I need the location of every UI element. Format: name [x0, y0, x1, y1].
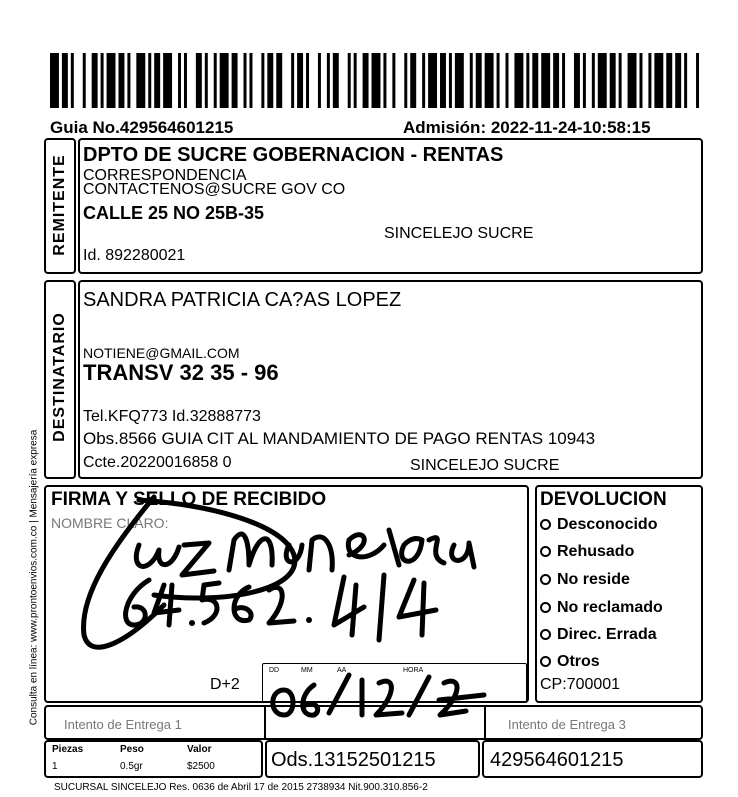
barcode-bar [291, 53, 294, 108]
barcode-bar [244, 53, 247, 108]
barcode-bar [470, 53, 473, 108]
ods-box [265, 740, 480, 778]
barcode-bar [628, 53, 637, 108]
option-no-reclamado[interactable]: No reclamado [540, 600, 663, 616]
barcode-bar [297, 53, 303, 108]
side-text: Consulta en línea: www.prontoenvios.com.co | Mensajería expresa [28, 429, 40, 726]
barcode-bar [526, 53, 529, 108]
barcode-bar [178, 53, 181, 108]
barcode-bar [154, 53, 160, 108]
value-peso: 0.5gr [120, 761, 143, 772]
header-valor: Valor [187, 744, 212, 755]
barcode-bar [449, 53, 452, 108]
admission-timestamp: Admisión: 2022-11-24-10:58:15 [403, 118, 651, 137]
barcode-bar [83, 53, 86, 108]
barcode-bar [639, 53, 642, 108]
intento-3: Intento de Entrega 3 [508, 717, 626, 732]
barcode-bar [363, 53, 369, 108]
guia-number: 429564601215 [490, 749, 624, 771]
barcode-bar [383, 53, 386, 108]
header-peso: Peso [120, 744, 144, 755]
barcode-bar [118, 53, 124, 108]
barcode-bar [476, 53, 482, 108]
barcode-bar [514, 53, 523, 108]
remitente-line1: CORRESPONDENCIA [83, 167, 247, 184]
barcode-bar [562, 53, 565, 108]
date-label-aa: AA [337, 667, 347, 674]
option-no-reside[interactable]: No reside [540, 572, 630, 588]
remitente-box [78, 138, 703, 274]
date-label-dd: DD [269, 667, 280, 674]
barcode-bar [92, 53, 98, 108]
devolucion-box [535, 485, 703, 703]
barcode-bar [163, 53, 172, 108]
radio-icon[interactable] [540, 574, 551, 585]
barcode-bar [485, 53, 494, 108]
barcode-bar [422, 53, 425, 108]
barcode-bar [267, 53, 273, 108]
radio-icon[interactable] [540, 546, 551, 557]
barcode-bar [610, 53, 616, 108]
cp-code: CP:700001 [540, 676, 621, 693]
barcode-bar [428, 53, 437, 108]
barcode-bar [148, 53, 151, 108]
remitente-address: CALLE 25 NO 25B-35 [83, 203, 265, 223]
barcode-bar [205, 53, 208, 108]
destinatario-tel: Tel.KFQ773 Id.32888773 [83, 408, 261, 425]
barcode-bar [318, 53, 321, 108]
guia-number-box [482, 740, 703, 778]
barcode-bar [583, 53, 586, 108]
package-box [44, 740, 263, 778]
radio-icon[interactable] [540, 519, 551, 530]
barcode-bar [333, 53, 339, 108]
date-label-hora: HORA [403, 667, 424, 674]
barcode-bar [404, 53, 407, 108]
barcode-bar [497, 53, 500, 108]
barcode-bar [666, 53, 672, 108]
destinatario-name: SANDRA PATRICIA CA?AS LOPEZ [83, 289, 402, 311]
remitente-label: REMITENTE [51, 154, 68, 256]
nombre-claro-label: NOMBRE CLARO: [51, 515, 169, 531]
barcode-bar [232, 53, 238, 108]
barcode-bar [71, 53, 74, 108]
barcode-bar [455, 53, 464, 108]
barcode-bar [184, 53, 187, 108]
barcode-bar [440, 53, 446, 108]
remitente-id: Id. 892280021 [83, 247, 186, 264]
barcode-bar [62, 53, 68, 108]
destinatario-label-box [44, 280, 76, 479]
barcode-bar [592, 53, 595, 108]
destinatario-email: NOTIENE@GMAIL.COM [83, 345, 240, 361]
barcode-bar [261, 53, 264, 108]
radio-icon[interactable] [540, 602, 551, 613]
barcode-bar [107, 53, 116, 108]
barcode-bar [684, 53, 687, 108]
option-rehusado[interactable]: Rehusado [540, 544, 634, 560]
devolucion-title: DEVOLUCION [540, 489, 667, 510]
intento-divider-2 [484, 707, 486, 738]
option-direc-errada[interactable]: Direc. Errada [540, 627, 657, 643]
barcode-bar [136, 53, 145, 108]
barcode-bar [532, 53, 538, 108]
barcode-bar [506, 53, 509, 108]
date-label-mm: MM [301, 667, 313, 674]
intento-1: Intento de Entrega 1 [64, 717, 182, 732]
remitente-email: CONTACTENOS@SUCRE GOV CO [83, 181, 346, 198]
intento-divider-1 [264, 707, 266, 738]
barcode-bar [214, 53, 217, 108]
firma-title: FIRMA Y SELLO DE RECIBIDO [51, 489, 327, 510]
barcode-bar [220, 53, 229, 108]
barcode-bar [675, 53, 681, 108]
option-otros[interactable]: Otros [540, 654, 600, 670]
service-type: D+2 [210, 676, 240, 693]
barcode-bar [410, 53, 416, 108]
destinatario-address: TRANSV 32 35 - 96 [83, 360, 279, 385]
remitente-label-box [44, 138, 76, 274]
barcode-bar [392, 53, 395, 108]
barcode-bar [696, 53, 699, 108]
remitente-name: DPTO DE SUCRE GOBERNACION - RENTAS [83, 144, 504, 166]
option-desconocido[interactable]: Desconocido [540, 517, 657, 533]
handwritten-signature [44, 485, 529, 725]
barcode-bar [598, 53, 607, 108]
barcode-bar [327, 53, 330, 108]
guia-number-header: Guia No.429564601215 [50, 118, 234, 137]
remitente-city: SINCELEJO SUCRE [384, 225, 534, 242]
value-valor: $2500 [187, 761, 215, 772]
barcode-bar [372, 53, 381, 108]
header-piezas: Piezas [52, 744, 84, 755]
value-piezas: 1 [52, 761, 58, 772]
barcode-bar [276, 53, 282, 108]
destinatario-ccte: Ccte.20220016858 0 [83, 454, 232, 471]
barcode-bar [648, 53, 651, 108]
barcode-bar [541, 53, 550, 108]
barcode-bar [574, 53, 580, 108]
radio-icon[interactable] [540, 629, 551, 640]
barcode-bar [348, 53, 351, 108]
ods-number: Ods.13152501215 [271, 749, 436, 771]
barcode-bar [249, 53, 252, 108]
barcode-bar [50, 53, 59, 108]
intentos-row [44, 705, 703, 740]
barcode-bar [101, 53, 104, 108]
destinatario-box [78, 280, 703, 479]
barcode-bar [619, 53, 622, 108]
footer-text: SUCURSAL SINCELEJO Res. 0636 de Abril 17 de 2015 2738934 Nit.900.310.856-2 [54, 782, 428, 793]
barcode-bar [354, 53, 357, 108]
radio-icon[interactable] [540, 656, 551, 667]
barcode-bar [127, 53, 130, 108]
barcode-bar [196, 53, 202, 108]
barcode-bar [553, 53, 559, 108]
destinatario-obs: Obs.8566 GUIA CIT AL MANDAMIENTO DE PAGO RENTAS 10943 [83, 429, 596, 448]
barcode-bar [306, 53, 309, 108]
destinatario-city: SINCELEJO SUCRE [410, 457, 560, 474]
barcode [50, 53, 702, 108]
destinatario-label: DESTINATARIO [51, 312, 68, 442]
barcode-bar [654, 53, 663, 108]
